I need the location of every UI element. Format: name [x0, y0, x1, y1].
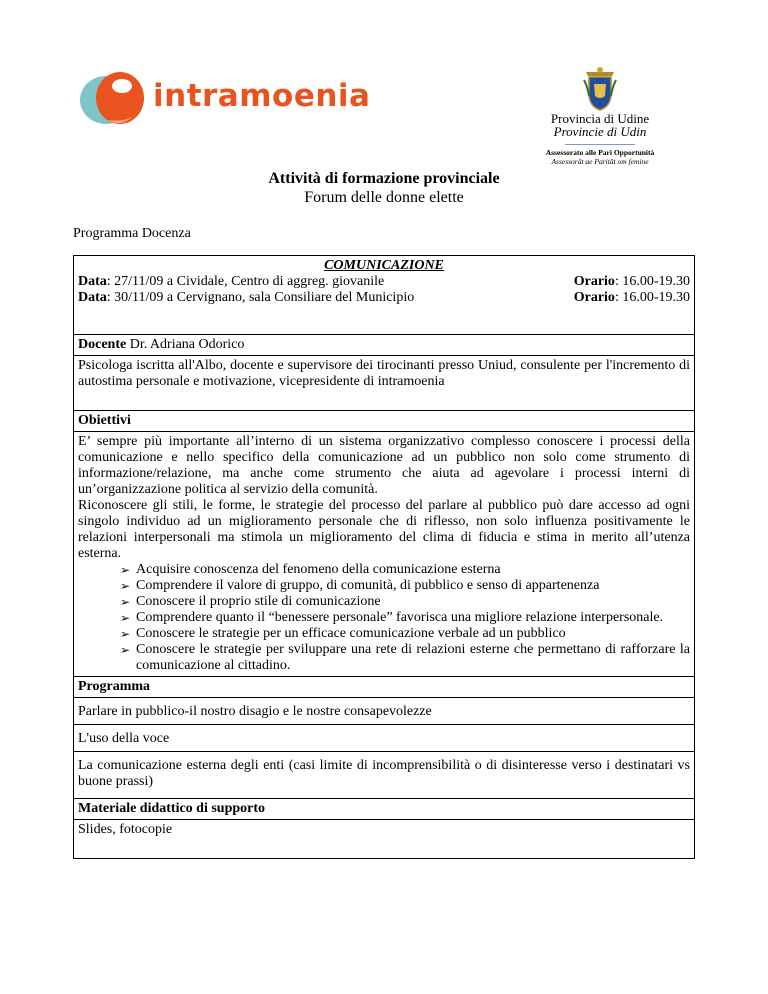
obiettivi-paragraph: E’ sempre più importante all’interno di un sistema organizzativo complesso conoscere i processi della comunicazione e nello specifico della comunicazione ad un pubblico non solo come strumento di informazione/relazione, ma anche come strumento che aiuta ad agevolare i processi interni di un’organizzazione politica al servizio della comunità.: [78, 434, 690, 497]
date-row: [78, 274, 690, 290]
materiale-value: Slides, fotocopie: [78, 822, 173, 837]
materiale-label-cell: [74, 799, 695, 820]
program-table: [73, 255, 695, 859]
province-name-friulian: Provincie di Udin: [553, 124, 647, 139]
section-header-cell: [74, 256, 695, 335]
docente-name: Dr. Adriana Odorico: [126, 337, 245, 352]
time-label: Orario: [573, 274, 615, 289]
logo-divider: [565, 144, 635, 145]
programma-item: Parlare in pubblico-il nostro disagio e le nostre consapevolezze: [78, 704, 432, 719]
list-item: ➢ Comprendere quanto il “benessere personale” favorisca una migliore relazione interpersonale.: [122, 610, 690, 626]
programma-cell: [74, 698, 695, 725]
programma-label: Programma: [78, 679, 151, 694]
docente-bio: Psicologa iscritta all'Albo, docente e supervisore dei tirocinanti presso Uniud, consulente per l'incremento di autostima personale e motivazione, vicepresidente di intramoenia: [78, 358, 690, 389]
logo-wordmark: intramoenia: [153, 78, 371, 114]
crest-icon: [580, 66, 620, 112]
obiettivi-paragraph: Riconoscere gli stili, le forme, le strategie del processo del parlare al pubblico può dare accesso ad ogni singolo individuo ad un miglioramento personale che di riflesso, non solo influenza positivamente le relazioni interpersonali ma stimola un miglioramento del clima di fiducia e stima in merito all’utenza esterna.: [78, 498, 690, 561]
date-label: Data: [78, 290, 107, 305]
obiettivi-list: [78, 562, 690, 674]
date-value: : 27/11/09 a Cividale, Centro di aggreg. giovanile: [106, 274, 385, 289]
programma-cell: [74, 752, 695, 799]
programma-cell: [74, 725, 695, 752]
document-title: Attività di formazione provinciale: [268, 170, 500, 187]
programma-item: La comunicazione esterna degli enti (casi limite di incomprensibilità o di disinteresse verso i destinatari vs buone prassi): [78, 758, 690, 789]
programma-label-cell: [74, 677, 695, 698]
list-item: ➢ Conoscere le strategie per sviluppare una rete di relazioni esterne che permettano di rafforzare la comunicazione al cittadino.: [122, 642, 690, 674]
document-subtitle: Forum delle donne elette: [304, 189, 464, 206]
docente-bio-cell: [74, 356, 695, 411]
obiettivi-label: Obiettivi: [78, 413, 131, 428]
time-label: Orario: [573, 290, 615, 305]
programma-docenza: Programma Docenza: [73, 226, 191, 241]
list-item: ➢ Comprendere il valore di gruppo, di comunità, di pubblico e senso di appartenenza: [122, 578, 690, 594]
list-item: ➢ Conoscere il proprio stile di comunicazione: [122, 594, 690, 610]
list-item: ➢ Conoscere le strategie per un efficace comunicazione verbale ad un pubblico: [122, 626, 690, 642]
list-item: ➢ Acquisire conoscenza del fenomeno della comunicazione esterna: [122, 562, 690, 578]
programma-item: L'uso della voce: [78, 731, 170, 746]
obiettivi-cell: [74, 432, 695, 677]
section-title: COMUNICAZIONE: [324, 258, 444, 273]
materiale-label: Materiale didattico di supporto: [78, 801, 266, 816]
obiettivi-label-cell: [74, 411, 695, 432]
materiale-cell: [74, 820, 695, 859]
date-value: : 30/11/09 a Cervignano, sala Consiliare del Municipio: [106, 290, 415, 305]
province-name: Provincia di Udine: [550, 111, 650, 126]
provincia-logo: [525, 66, 675, 166]
date-row: [78, 290, 690, 332]
docente-cell: [74, 335, 695, 356]
time-value: : 16.00-19.30: [614, 290, 690, 305]
assessorato-friulian: Assessorât ae Paritât om femine: [551, 157, 649, 166]
intramoenia-logo-icon: [78, 68, 158, 128]
time-value: : 16.00-19.30: [614, 274, 690, 289]
docente-label: Docente: [78, 337, 127, 352]
date-label: Data: [78, 274, 107, 289]
assessorato: Assessorato alle Pari Opportunità: [545, 148, 655, 157]
